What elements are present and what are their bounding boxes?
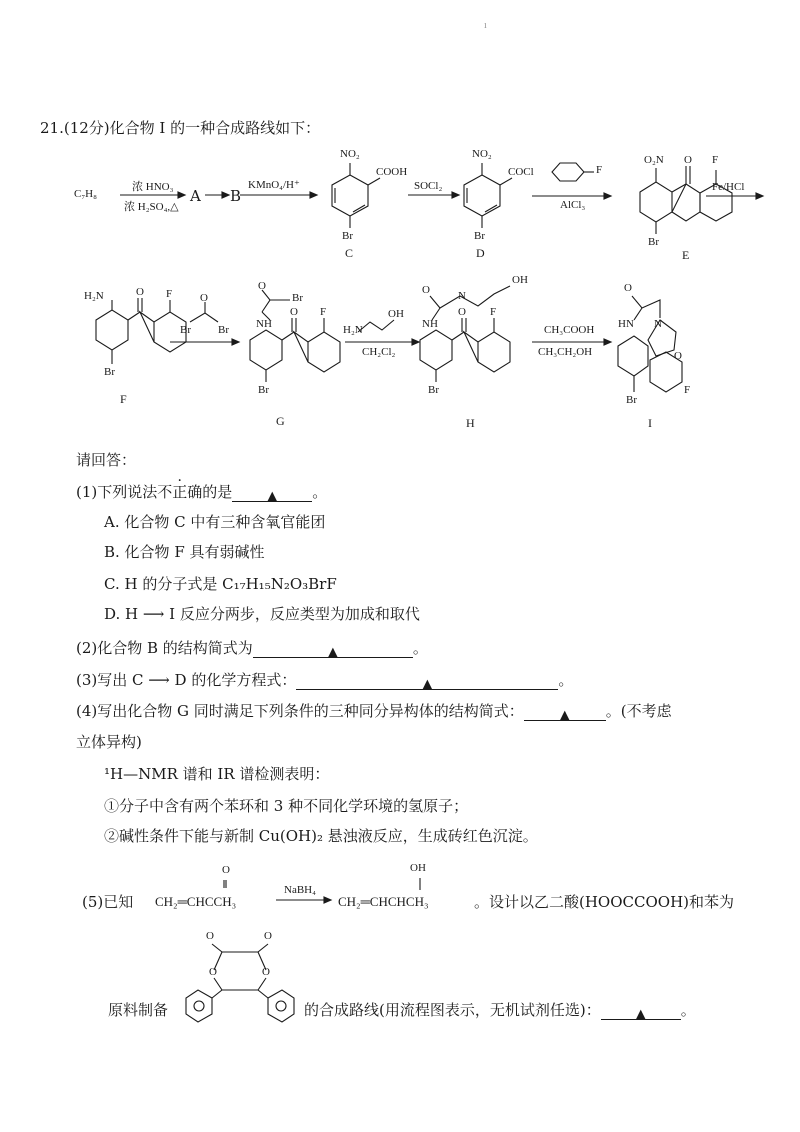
g-br-top: Br [292, 292, 303, 304]
q5-react-o: O [222, 864, 230, 876]
question-intro: 化合物 I 的一种合成路线如下： [109, 119, 321, 137]
label-f: F [120, 392, 127, 406]
q2 [76, 638, 428, 658]
g-nh: NH [256, 318, 272, 330]
blank-marker: ▲ [267, 489, 278, 504]
q2-answer-blank[interactable] [253, 641, 413, 658]
q5-line [304, 1000, 696, 1020]
compound-c-ring [332, 163, 380, 228]
reagent-g-br2: Br [218, 324, 229, 336]
q5-prefix: (5)已知 [82, 893, 134, 911]
step2-reagent: KMnO₄/H⁺ [248, 179, 300, 191]
q5-reagent: NaBH₄ [284, 884, 316, 896]
question-number: 21. [40, 119, 64, 137]
q5-product-oh: OH [410, 862, 426, 874]
e-no2: O₂N [644, 154, 664, 166]
d-cocl: COCl [508, 166, 534, 178]
step7-reagent-solvent: CH₂Cl₂ [362, 346, 396, 358]
label-e: E [682, 248, 690, 262]
q4-line2: 立体异构) [76, 733, 142, 751]
label-h: H [466, 416, 475, 430]
question-score: (12分) [63, 119, 110, 137]
blank-marker: ▲ [422, 677, 433, 692]
label-i: I [648, 416, 652, 430]
q1-end: 。 [312, 483, 328, 501]
intermediate-a: A [190, 187, 201, 205]
blank-marker: ▲ [559, 708, 570, 723]
step8-reagent-top: CH₃COOH [544, 324, 595, 336]
fluorobenzene-reagent [552, 163, 594, 181]
e-f: F [712, 154, 719, 166]
q1-option-b: B. 化合物 F 具有弱碱性 [104, 543, 265, 561]
q5-reactant: CH₂═CHCCH₃ [155, 894, 237, 909]
c-br: Br [342, 230, 353, 242]
q5-product: CH₂═CHCHCH₃ [338, 894, 429, 909]
q1-answer-blank[interactable] [232, 485, 312, 502]
q4-answer-blank[interactable] [524, 704, 606, 721]
d-br: Br [474, 230, 485, 242]
q1-option-c: C. H 的分子式是 C₁₇H₁₅N₂O₃BrF [104, 575, 337, 593]
f-f: F [166, 288, 173, 300]
target-o3: O [209, 966, 217, 978]
q5-end: 。 [680, 1001, 696, 1019]
h-n: N [458, 290, 466, 302]
q4-condition-2: ②碱性条件下能与新制 Cu(OH)₂ 悬浊液反应，生成砖红色沉淀。 [104, 827, 538, 845]
f-o: O [136, 286, 144, 298]
label-g: G [276, 414, 285, 428]
h-nh: NH [422, 318, 438, 330]
f-br: Br [104, 366, 115, 378]
q4-text: (4)写出化合物 G 同时满足下列条件的三种同分异构体的结构简式： [76, 702, 524, 720]
i-o: O [624, 282, 632, 294]
label-c: C [345, 246, 354, 260]
reagent-g-o: O [200, 292, 208, 304]
q1-stem [76, 482, 327, 502]
i-n: N [654, 318, 662, 330]
answer-prompt: 请回答： [76, 451, 137, 469]
h-oh: OH [512, 274, 528, 286]
q3-end: 。 [558, 671, 574, 689]
page-mark: ı [484, 20, 487, 31]
g-br: Br [258, 384, 269, 396]
q1-emphasis: 不正确 [157, 483, 203, 501]
i-f: F [684, 384, 691, 396]
q1-option-a: A. 化合物 C 中有三种含氧官能团 [104, 513, 326, 531]
h-br: Br [428, 384, 439, 396]
blank-marker: ▲ [635, 1007, 646, 1022]
q3-text: (3)写出 C ⟶ D 的化学方程式： [76, 671, 297, 689]
i-o2: O [674, 350, 682, 362]
q5-text-b: 原料制备 [108, 1001, 169, 1019]
e-o: O [684, 154, 692, 166]
e-br: Br [648, 236, 659, 248]
compound-e [640, 166, 732, 234]
q3-answer-blank[interactable] [296, 673, 558, 690]
q5-target-molecule [186, 944, 294, 1022]
reagent-g-br1: Br [180, 324, 191, 336]
c-no2: NO₂ [340, 148, 360, 160]
reaction-scheme [0, 0, 800, 440]
step8-reagent-bottom: CH₃CH₂OH [538, 346, 593, 358]
h-f: F [490, 306, 497, 318]
h-o: O [422, 284, 430, 296]
g-o2: O [290, 306, 298, 318]
compound-d-ring [464, 163, 512, 228]
f-nh2: H₂N [84, 290, 104, 302]
reagent-fluoro-f: F [596, 164, 603, 176]
q4-line1-end: 。(不考虑 [605, 702, 672, 720]
step3-reagent: SOCl₂ [414, 180, 443, 192]
q5-answer-blank[interactable] [601, 1003, 681, 1020]
target-o4: O [262, 966, 270, 978]
q2-end: 。 [412, 639, 428, 657]
d-no2: NO₂ [472, 148, 492, 160]
step7-reagent-amine: H₂N [343, 324, 363, 336]
q4-line3: ¹H—NMR 谱和 IR 谱检测表明： [104, 765, 330, 783]
step7-reagent-oh: OH [388, 308, 404, 320]
i-hn: HN [618, 318, 634, 330]
g-f: F [320, 306, 327, 318]
g-o: O [258, 280, 266, 292]
q4-line1 [76, 701, 672, 721]
blank-marker: ▲ [327, 645, 338, 660]
q5-text-c: 的合成路线(用流程图表示，无机试剂任选)： [304, 1001, 601, 1019]
q1-stem-a: (1)下列说法 [76, 483, 158, 501]
compound-f [96, 298, 186, 364]
step4-reagent: AlCl₃ [560, 199, 586, 211]
q1-option-d: D. H ⟶ I 反应分两步，反应类型为加成和取代 [104, 605, 420, 623]
step1-reagent-bottom: 浓 H₂SO₄,△ [124, 201, 179, 213]
q2-text: (2)化合物 B 的结构简式为 [76, 639, 253, 657]
q3 [76, 670, 573, 690]
h-o2: O [458, 306, 466, 318]
step5-reagent: Fe/HCl [712, 181, 745, 193]
q1-stem-b: 的是 [202, 483, 233, 501]
compound-i [618, 296, 682, 392]
label-d: D [476, 246, 485, 260]
intermediate-b: B [230, 187, 242, 205]
target-o2: O [264, 930, 272, 942]
bromoacetyl-bromide-reagent [190, 302, 218, 322]
step1-reagent-top: 浓 HNO₃ [132, 181, 174, 193]
q4-condition-1: ①分子中含有两个苯环和 3 种不同化学环境的氢原子； [104, 797, 469, 815]
start-material: C₇H₈ [74, 188, 97, 200]
q5-text-a: 。设计以乙二酸(HOOCCOOH)和苯为 [474, 893, 735, 911]
c-cooh: COOH [376, 166, 408, 178]
target-o1: O [206, 930, 214, 942]
i-br: Br [626, 394, 637, 406]
